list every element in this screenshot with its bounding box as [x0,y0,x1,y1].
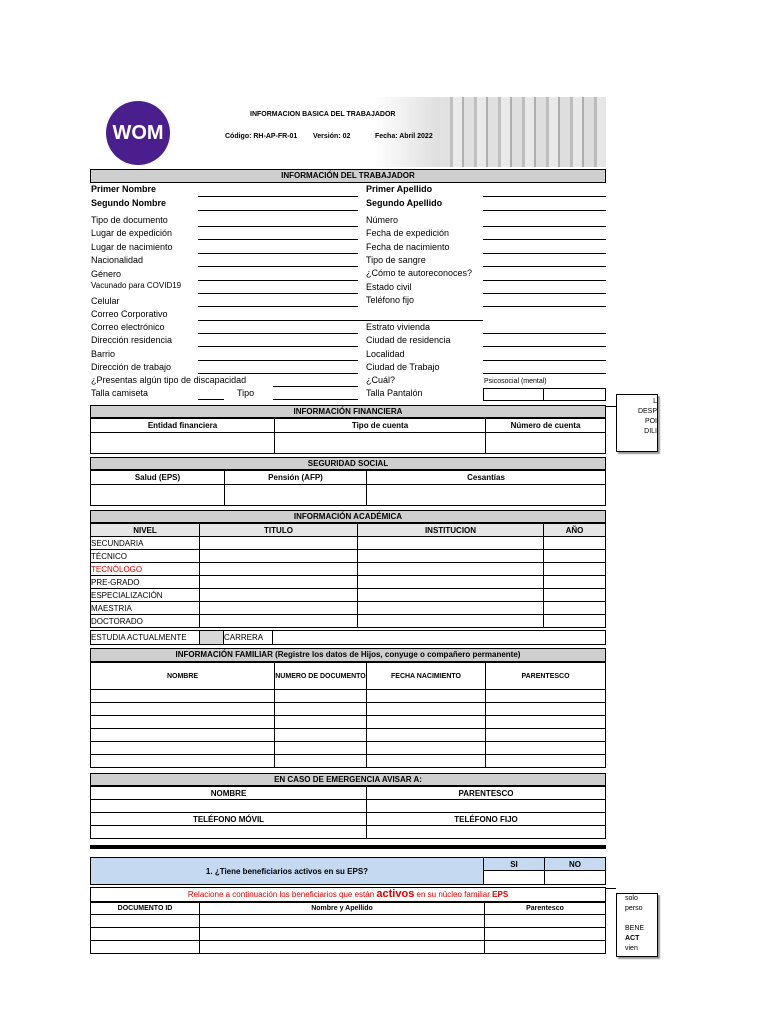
label-numero: Número [366,215,399,225]
col-anio: AÑO [544,524,606,537]
instruction-eps: EPS [492,890,509,899]
fam-cell[interactable] [91,755,275,768]
label-correo-corporativo: Correo Corporativo [91,309,168,319]
numero-cuenta-cell[interactable] [486,433,606,454]
section-financiera-title: INFORMACIÓN FINANCIERA [90,405,606,418]
label-direccion-residencia: Dirección residencia [91,335,173,345]
section-emergencia-title: EN CASO DE EMERGENCIA AVISAR A: [90,773,606,786]
form-date: Fecha: Abril 2022 [375,133,433,140]
col-emerg-parentesco: PARENTESCO [367,787,606,800]
note1-line-4: DILI [644,428,657,435]
fam-cell[interactable] [275,716,367,729]
note1-line-2: DESP [637,408,657,415]
ben-cell[interactable] [485,915,606,928]
talla-camiseta-field[interactable] [198,399,224,400]
label-celular: Celular [91,296,120,306]
col-entidad: Entidad financiera [91,419,275,433]
estudia-checkbox[interactable] [200,631,224,645]
col-emerg-movil: TELÉFONO MÓVIL [91,813,367,826]
fecha-expedicion-field[interactable] [483,239,606,240]
col-fam-nombre: NOMBRE [91,663,275,690]
institucion-cell[interactable] [358,615,544,628]
label-segundo-apellido: Segundo Apellido [366,198,443,208]
numero-field[interactable] [483,226,606,227]
section-familiar-title: INFORMACIÓN FAMILIAR (Registre los datos de Hijos, conyuge o compañero permanente) [90,648,606,662]
nacionalidad-field[interactable] [198,266,358,267]
titulo-cell[interactable] [200,615,358,628]
label-estrato: Estrato vivienda [366,322,431,332]
segundo-nombre-field[interactable] [198,210,358,211]
entidad-cell[interactable] [91,433,275,454]
fam-cell[interactable] [275,742,367,755]
col-tipo-cuenta: Tipo de cuenta [275,419,486,433]
note-connector-1 [606,406,616,407]
primer-apellido-field[interactable] [483,196,606,197]
label-autoreconoces: ¿Cómo te autoreconoces? [366,268,473,278]
label-genero: Género [91,269,122,279]
beneficiarios-question: 1. ¿Tiene beneficiarios activos en su EPS? [91,858,484,885]
ben-cell[interactable] [91,928,200,941]
col-emerg-nombre: NOMBRE [91,787,367,800]
carrera-cell[interactable] [273,631,606,645]
label-no: NO [545,858,606,871]
label-estado-civil: Estado civil [366,282,412,292]
lugar-expedicion-field[interactable] [198,239,358,240]
fecha-nacimiento-field[interactable] [483,253,606,254]
anio-cell[interactable] [544,563,606,576]
anio-cell[interactable] [544,550,606,563]
instruction-activos: activos [376,888,415,900]
genero-field[interactable] [198,280,358,281]
label-tipo-sangre: Tipo de sangre [366,255,426,265]
estado-civil-field[interactable] [483,293,606,294]
tipo-cuenta-cell[interactable] [275,433,486,454]
label-cual: ¿Cuál? [366,375,396,385]
beneficiarios-table [90,902,606,954]
familiar-table [90,662,606,768]
emergencia-table [90,786,606,839]
note2-line-6: vien [625,945,638,952]
emerg-movil-cell[interactable] [91,826,367,839]
direccion-trabajo-field[interactable] [198,373,358,374]
fam-cell[interactable] [91,729,275,742]
pension-cell[interactable] [225,485,367,506]
institucion-cell[interactable] [358,576,544,589]
label-ciudad-residencia: Ciudad de residencia [366,335,451,345]
section-trabajador-title: INFORMACIÓN DEL TRABAJADOR [90,169,606,183]
fam-cell[interactable] [367,690,486,703]
wom-logo: WOM [106,101,170,165]
ben-cell[interactable] [91,915,200,928]
beneficiarios-question-table [90,857,606,885]
fam-cell[interactable] [367,742,486,755]
side-note-2 [616,893,658,957]
financiera-table [90,418,606,454]
fam-cell[interactable] [91,690,275,703]
titulo-cell[interactable] [200,589,358,602]
label-localidad: Localidad [366,349,405,359]
ben-cell[interactable] [485,941,606,954]
label-si: SI [484,858,545,871]
direccion-residencia-field[interactable] [198,346,358,347]
institucion-cell[interactable] [358,550,544,563]
label-primer-apellido: Primer Apellido [366,184,433,194]
note1-line-1: L [653,398,657,405]
correo-electronico-field[interactable] [198,333,358,334]
emerg-parentesco-cell[interactable] [367,800,606,813]
anio-cell[interactable] [544,589,606,602]
col-cesantias: Cesantías [367,471,606,485]
si-checkbox[interactable] [484,871,545,885]
fam-cell[interactable] [486,690,606,703]
tipo-sangre-field[interactable] [483,266,606,267]
institucion-cell[interactable] [358,537,544,550]
vacunado-field[interactable] [198,293,358,294]
label-tipo-documento: Tipo de documento [91,215,168,225]
fam-cell[interactable] [367,716,486,729]
note2-line-2: perso [625,905,643,912]
institucion-cell[interactable] [358,563,544,576]
fam-cell[interactable] [486,755,606,768]
barrio-field[interactable] [198,360,358,361]
label-ciudad-trabajo: Ciudad de Trabajo [366,362,440,372]
label-nacionalidad: Nacionalidad [91,255,144,265]
ben-cell[interactable] [200,928,485,941]
note2-line-1: solo [625,895,638,902]
tipo-documento-field[interactable] [198,226,358,227]
label-tipo: Tipo [237,388,255,398]
col-ben-parentesco: Parentesco [485,903,606,915]
col-ben-nombre: Nombre y Apellido [200,903,485,915]
label-talla-pantalon: Talla Pantalón [366,388,423,398]
label-discapacidad: ¿Presentas algún tipo de discapacidad [91,375,247,385]
col-titulo: TITULO [200,524,358,537]
celular-field[interactable] [198,306,358,307]
note2-line-3 [625,914,657,924]
institucion-cell[interactable] [358,589,544,602]
col-nivel: NIVEL [91,524,200,537]
fam-cell[interactable] [91,742,275,755]
fam-cell[interactable] [91,716,275,729]
seguridad-table [90,470,606,506]
col-fam-documento: NUMERO DE DOCUMENTO [275,663,367,690]
fam-cell[interactable] [486,729,606,742]
institucion-cell[interactable] [358,602,544,615]
fam-cell[interactable] [91,703,275,716]
section-seguridad-title: SEGURIDAD SOCIAL [90,457,606,470]
col-salud: Salud (EPS) [91,471,225,485]
level-tecnologo: TECNÓLOGO [91,563,200,576]
cesantias-cell[interactable] [367,485,606,506]
emerg-fijo-cell[interactable] [367,826,606,839]
titulo-cell[interactable] [200,602,358,615]
building-photo [440,97,606,167]
divider-bar [90,845,606,849]
col-institucion: INSTITUCION [358,524,544,537]
label-carrera: CARRERA [224,631,273,645]
form-code: Código: RH-AP-FR-01 [225,133,298,140]
level-tecnico: TÉCNICO [91,550,200,563]
label-vacunado: Vacunado para COVID19 [91,281,182,290]
localidad-field[interactable] [483,360,606,361]
fam-cell[interactable] [486,703,606,716]
ben-cell[interactable] [91,941,200,954]
beneficiarios-instruction [90,887,606,902]
label-direccion-trabajo: Dirección de trabajo [91,362,172,372]
col-numero-cuenta: Número de cuenta [486,419,606,433]
lugar-nacimiento-field[interactable] [198,253,358,254]
estudia-row [90,630,606,645]
note1-line-3: POI [644,418,657,425]
fam-cell[interactable] [275,703,367,716]
fam-cell[interactable] [486,742,606,755]
col-fam-fecha: FECHA NACIMIENTO [367,663,486,690]
label-primer-nombre: Primer Nombre [91,184,157,194]
segundo-apellido-field[interactable] [483,210,606,211]
label-segundo-nombre: Segundo Nombre [91,198,167,208]
telefono-fijo-field[interactable] [483,306,606,307]
fam-cell[interactable] [275,729,367,742]
col-emerg-fijo: TELÉFONO FIJO [367,813,606,826]
level-pregrado: PRE-GRADO [91,576,200,589]
level-especializacion: ESPECIALIZACIÓN [91,589,200,602]
anio-cell[interactable] [544,576,606,589]
instruction-text: Relacione a continuación los beneficiarios que están [187,890,377,899]
tipo-field[interactable] [273,399,358,400]
estrato-field[interactable] [483,333,606,334]
ben-cell[interactable] [200,941,485,954]
level-maestria: MAESTRIA [91,602,200,615]
anio-cell[interactable] [544,537,606,550]
fam-cell[interactable] [367,755,486,768]
label-barrio: Barrio [91,349,116,359]
label-estudia-actualmente: ESTUDIA ACTUALMENTE [91,631,200,645]
salud-cell[interactable] [91,485,225,506]
section-academica-title: INFORMACIÓN ACADÉMICA [90,510,606,523]
note2-line-5: ACT [625,935,640,942]
ben-cell[interactable] [485,928,606,941]
primer-nombre-field[interactable] [198,196,358,197]
talla-pantalon-field-2[interactable] [543,388,606,401]
titulo-cell[interactable] [200,537,358,550]
ciudad-trabajo-field[interactable] [483,373,606,374]
ciudad-residencia-field[interactable] [483,346,606,347]
fam-cell[interactable] [275,690,367,703]
instruction-text-2: en su núcleo familiar [414,890,493,899]
fam-cell[interactable] [275,755,367,768]
form-title: INFORMACION BASICA DEL TRABAJADOR [250,111,396,118]
label-correo-electronico: Correo electrónico [91,322,165,332]
note-connector-2 [606,888,616,889]
label-telefono-fijo: Teléfono fijo [366,295,415,305]
form-version: Versión: 02 [313,133,351,140]
anio-cell[interactable] [544,615,606,628]
label-fecha-expedicion: Fecha de expedición [366,228,450,238]
label-lugar-expedicion: Lugar de expedición [91,228,173,238]
ben-cell[interactable] [200,915,485,928]
side-note-1 [616,394,658,452]
correo-corporativo-field[interactable] [198,320,483,321]
emerg-nombre-cell[interactable] [91,800,367,813]
level-secundaria: SECUNDARIA [91,537,200,550]
col-ben-documento: DOCUMENTO ID [91,903,200,915]
fam-cell[interactable] [486,716,606,729]
label-fecha-nacimiento: Fecha de nacimiento [366,242,450,252]
note2-line-4: BENE [625,925,645,932]
no-checkbox[interactable] [545,871,606,885]
label-psicosocial: Psicosocial (mental) [484,378,547,385]
level-doctorado: DOCTORADO [91,615,200,628]
col-pension: Pensión (AFP) [225,471,367,485]
label-talla-camiseta: Talla camiseta [91,388,149,398]
academica-table [90,523,606,628]
autoreconoces-field[interactable] [483,280,606,281]
discapacidad-field[interactable] [273,386,358,387]
talla-pantalon-field[interactable] [483,388,544,401]
titulo-cell[interactable] [200,550,358,563]
fam-cell[interactable] [367,703,486,716]
titulo-cell[interactable] [200,563,358,576]
fam-cell[interactable] [367,729,486,742]
titulo-cell[interactable] [200,576,358,589]
anio-cell[interactable] [544,602,606,615]
col-fam-parentesco: PARENTESCO [486,663,606,690]
label-lugar-nacimiento: Lugar de nacimiento [91,242,173,252]
